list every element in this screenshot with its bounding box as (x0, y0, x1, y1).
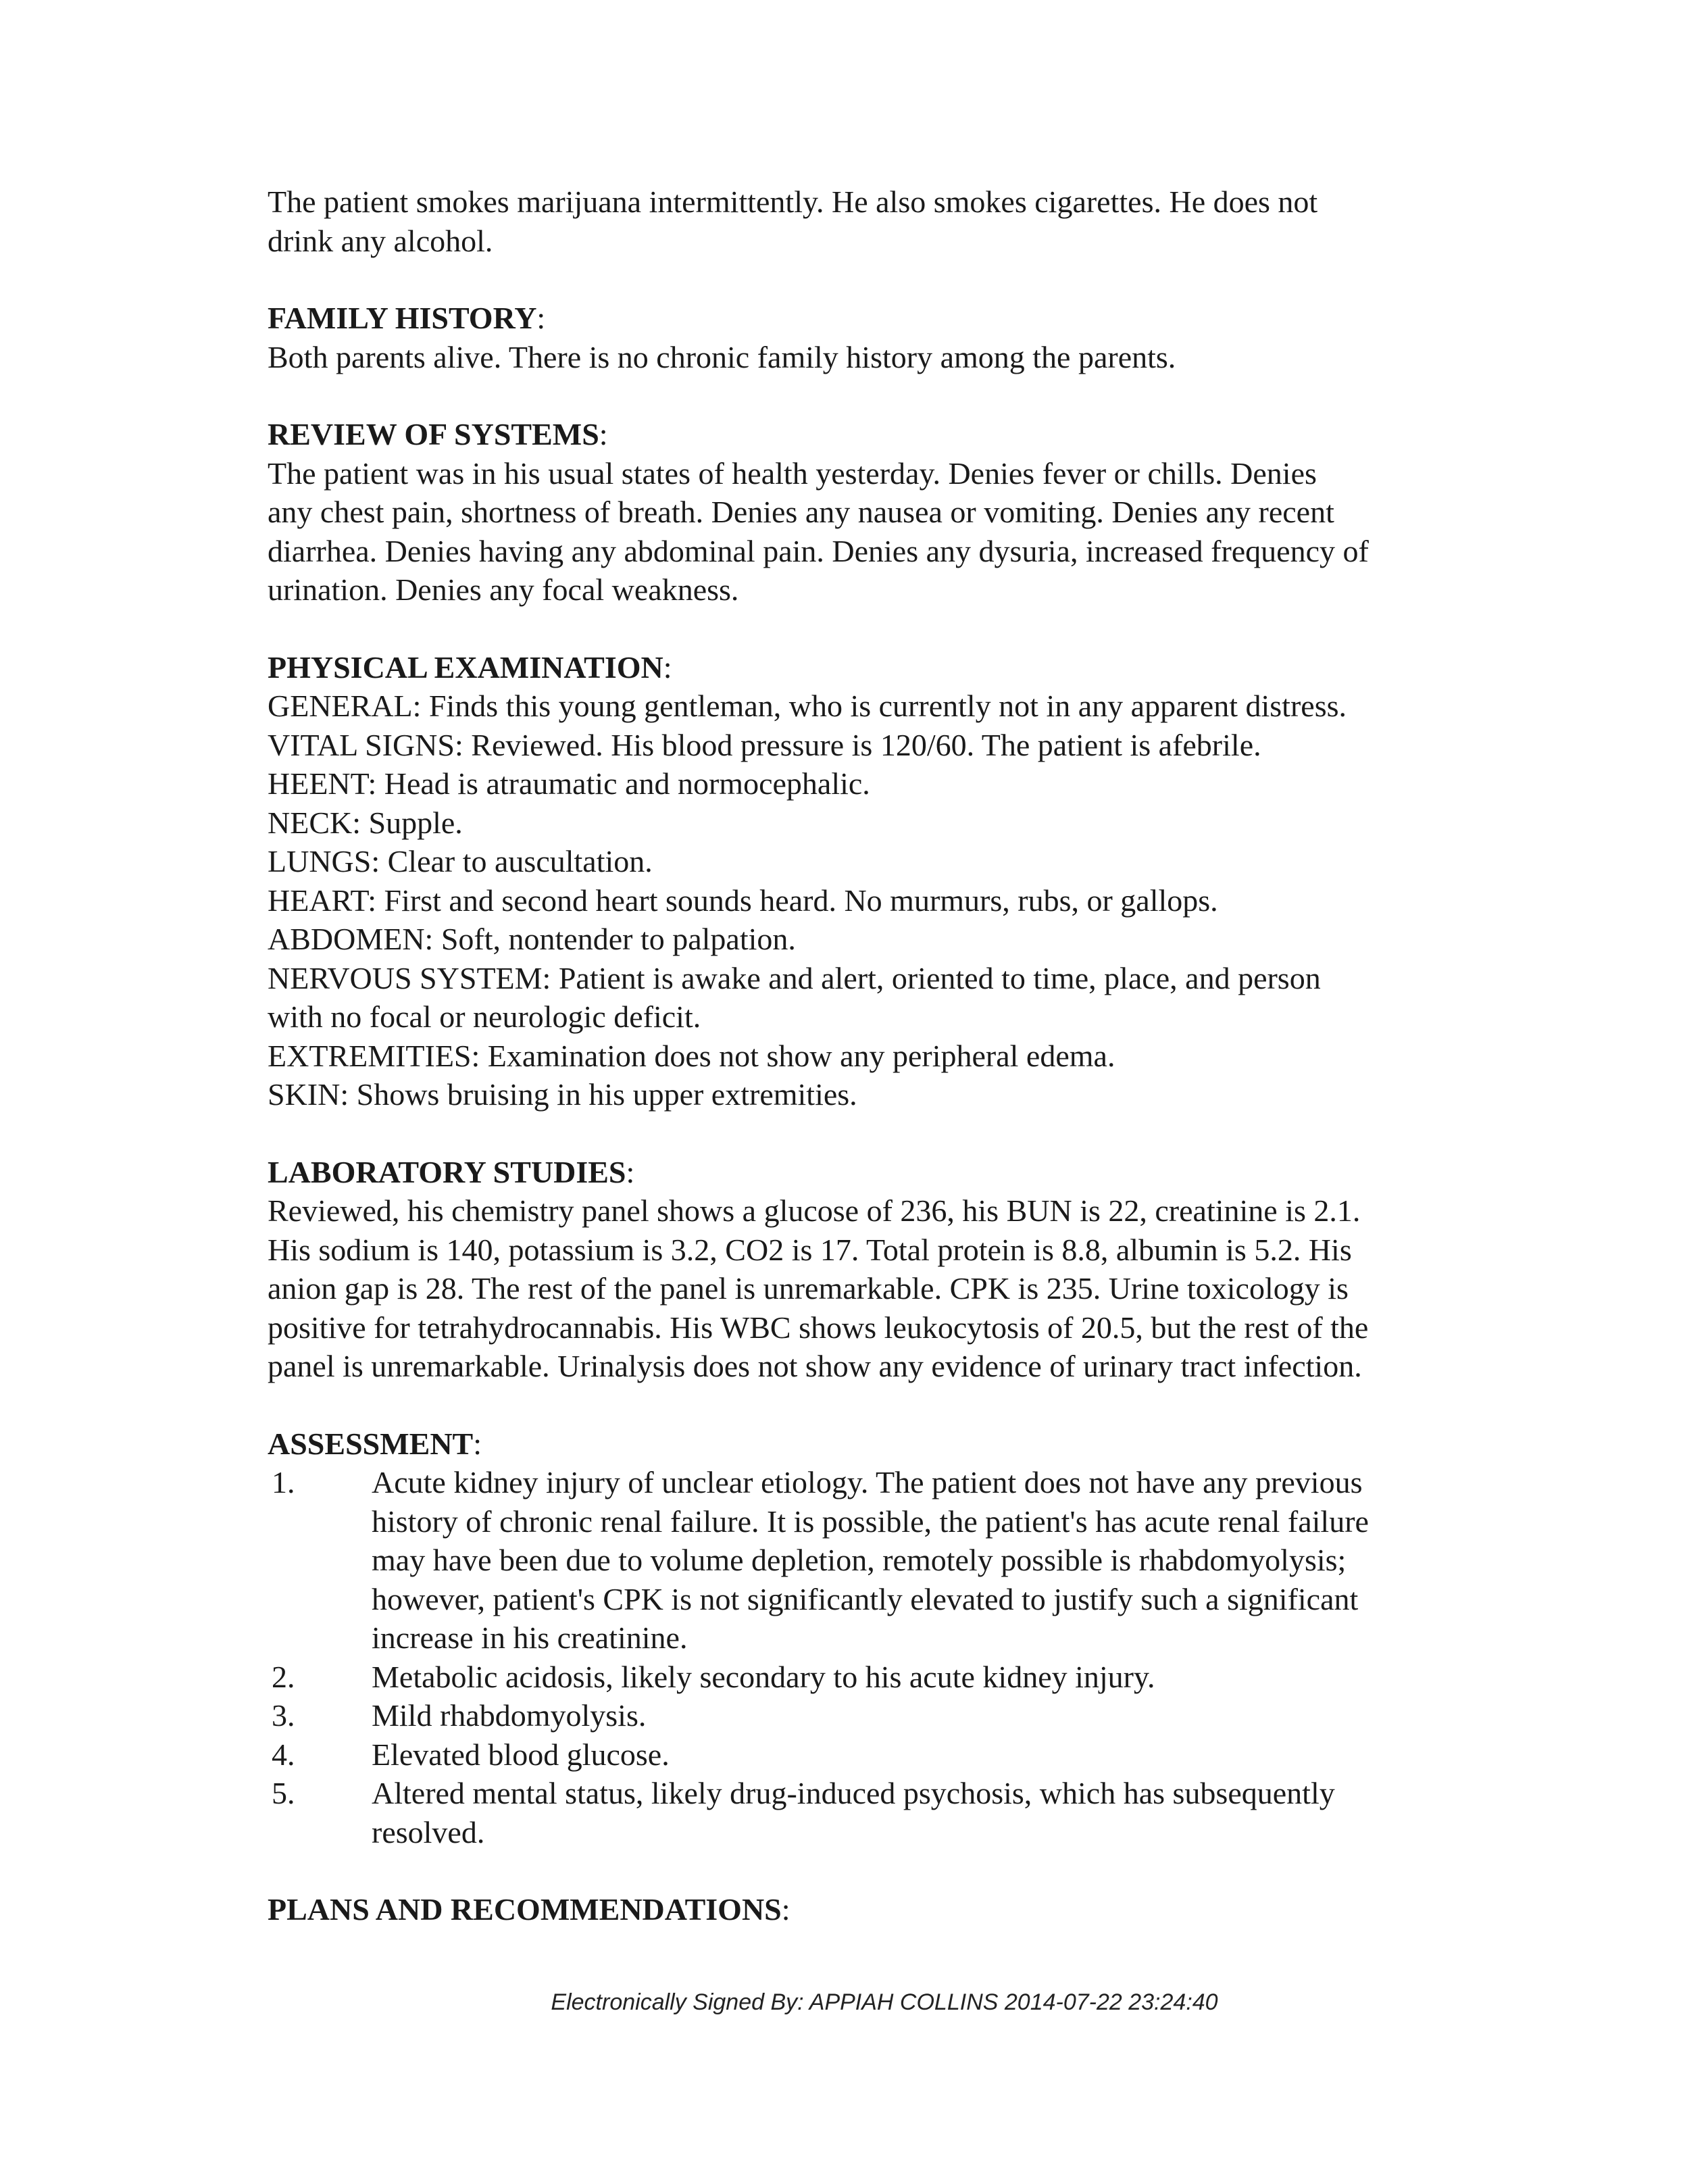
text-line: however, patient's CPK is not significantly elevated to justify such a significant (372, 1581, 1359, 1616)
section-heading: LABORATORY STUDIES: (268, 1154, 635, 1189)
section-heading: PLANS AND RECOMMENDATIONS: (268, 1892, 790, 1927)
section-heading-label: FAMILY HISTORY (268, 301, 537, 335)
section-heading: PHYSICAL EXAMINATION: (268, 649, 672, 685)
text-line: Elevated blood glucose. (372, 1737, 670, 1772)
list-item-number: 3. (272, 1698, 295, 1733)
physical-examination-text (268, 687, 1511, 1114)
text-line: LUNGS: Clear to auscultation. (268, 844, 653, 878)
section-heading-label: PLANS AND RECOMMENDATIONS (268, 1892, 782, 1927)
text-line: The patient was in his usual states of health yesterday. Denies fever or chills. Denies (268, 455, 1317, 491)
list-item-number: 5. (272, 1776, 295, 1810)
document-page (268, 182, 1511, 1929)
section-heading-label: ASSESSMENT (268, 1426, 474, 1461)
text-line: ABDOMEN: Soft, nontender to palpation. (268, 922, 796, 956)
text-line: drink any alcohol. (268, 223, 493, 258)
text-line: anion gap is 28. The rest of the panel is unremarkable. CPK is 235. Urine toxicology is (268, 1271, 1349, 1306)
text-line: any chest pain, shortness of breath. Denies any nausea or vomiting. Denies any recent (268, 495, 1334, 529)
text-line: with no focal or neurologic deficit. (268, 999, 701, 1034)
text-line: panel is unremarkable. Urinalysis does not show any evidence of urinary tract infection. (268, 1349, 1362, 1383)
list-item (268, 1774, 1511, 1852)
family-history-text (268, 338, 1511, 377)
text-line: positive for tetrahydrocannabis. His WBC shows leukocytosis of 20.5, but the rest of the (268, 1310, 1369, 1345)
text-line: The patient smokes marijuana intermittently. He also smokes cigarettes. He does not (268, 184, 1318, 219)
social-history-text (268, 182, 1511, 260)
section-heading-label: PHYSICAL EXAMINATION (268, 649, 663, 685)
text-line: resolved. (372, 1814, 485, 1850)
text-line: NERVOUS SYSTEM: Patient is awake and alert, oriented to time, place, and person (268, 960, 1321, 995)
text-line: urination. Denies any focal weakness. (268, 572, 739, 607)
text-line: Altered mental status, likely drug-induced psychosis, which has subsequently (372, 1776, 1335, 1810)
section-heading: REVIEW OF SYSTEMS: (268, 417, 608, 451)
text-line: diarrhea. Denies having any abdominal pain. Denies any dysuria, increased frequency of (268, 533, 1369, 568)
list-item (268, 1696, 1511, 1735)
text-line: increase in his creatinine. (372, 1620, 688, 1655)
social-history-section (268, 182, 1511, 260)
text-line: Acute kidney injury of unclear etiology. The patient does not have any previous (372, 1465, 1363, 1499)
text-line: His sodium is 140, potassium is 3.2, CO2 is 17. Total protein is 8.8, albumin is 5.2. His (268, 1232, 1352, 1267)
family-history-section (268, 299, 1511, 376)
text-line: SKIN: Shows bruising in his upper extremities. (268, 1077, 857, 1112)
text-line: Mild rhabdomyolysis. (372, 1698, 647, 1733)
list-item-number: 4. (272, 1737, 295, 1772)
list-item (268, 1735, 1511, 1775)
section-heading-label: LABORATORY STUDIES (268, 1154, 626, 1189)
laboratory-studies-text (268, 1191, 1511, 1386)
review-of-systems-section (268, 415, 1511, 610)
assessment-list (268, 1463, 1511, 1852)
text-line: Metabolic acidosis, likely secondary to his acute kidney injury. (372, 1659, 1155, 1694)
text-line: history of chronic renal failure. It is possible, the patient's has acute renal failure (372, 1504, 1369, 1539)
text-line: may have been due to volume depletion, remotely possible is rhabdomyolysis; (372, 1543, 1347, 1577)
section-heading: ASSESSMENT: (268, 1426, 482, 1461)
section-heading: FAMILY HISTORY: (268, 301, 546, 335)
assessment-section (268, 1424, 1511, 1852)
review-of-systems-text (268, 454, 1511, 610)
text-line: Reviewed, his chemistry panel shows a glucose of 236, his BUN is 22, creatinine is 2.1. (268, 1193, 1361, 1228)
text-line: HEART: First and second heart sounds heard. No murmurs, rubs, or gallops. (268, 883, 1218, 918)
text-line: Both parents alive. There is no chronic family history among the parents. (268, 339, 1176, 374)
section-heading-label: REVIEW OF SYSTEMS (268, 417, 599, 451)
physical-examination-section (268, 648, 1511, 1114)
text-line: EXTREMITIES: Examination does not show any peripheral edema. (268, 1038, 1115, 1073)
laboratory-studies-section (268, 1153, 1511, 1386)
list-item-number: 1. (272, 1465, 295, 1499)
list-item-number: 2. (272, 1659, 295, 1694)
plans-section (268, 1890, 1511, 1929)
list-item (268, 1658, 1511, 1697)
text-line: GENERAL: Finds this young gentleman, who is currently not in any apparent distress. (268, 689, 1347, 723)
text-line: VITAL SIGNS: Reviewed. His blood pressure is 120/60. The patient is afebrile. (268, 727, 1261, 762)
list-item (268, 1463, 1511, 1658)
text-line: NECK: Supple. (268, 805, 463, 840)
electronic-signature: Electronically Signed By: APPIAH COLLINS 2014-07-22 23:24:40 (551, 1989, 1218, 2015)
text-line: HEENT: Head is atraumatic and normocephalic. (268, 766, 870, 801)
